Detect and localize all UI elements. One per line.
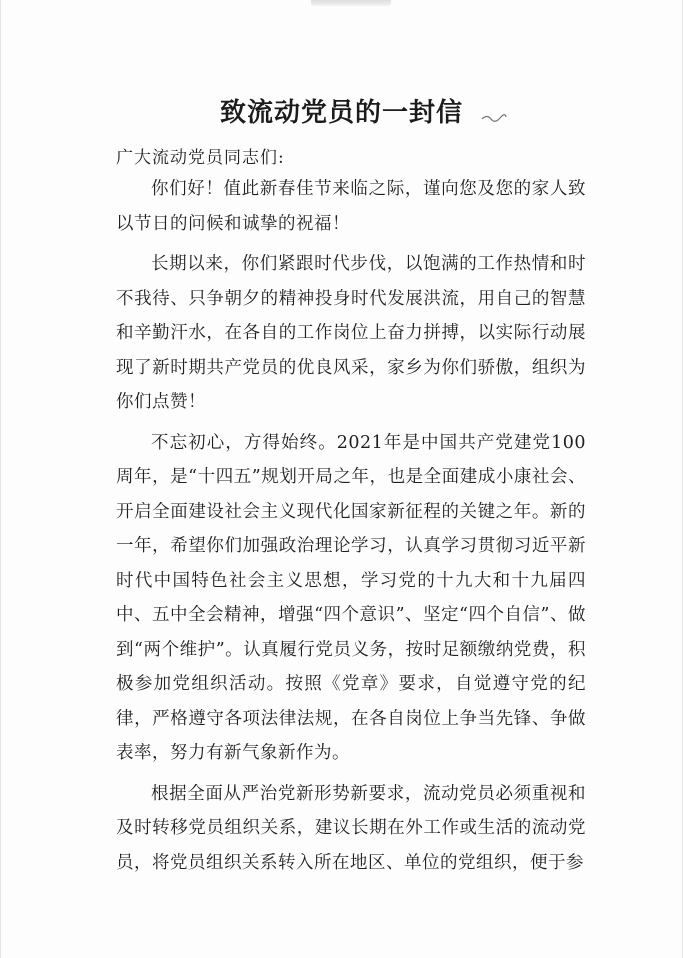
pen-mark-icon bbox=[481, 113, 507, 123]
paragraph-praise: 长期以来，你们紧跟时代步伐，以饱满的工作热情和时不我待、只争朝夕的精神投身时代发展洪流，用自己的智慧和辛勤汗水，在各自的工作岗位上奋力拼搏，以实际行动展现了新时期共产党员的优良风采，家乡为你们骄傲，组织为你们点赞！ bbox=[116, 254, 586, 412]
paragraph-greeting: 你们好！值此新春佳节来临之际，谨向您及您的家人致以节日的问候和诚挚的祝福！ bbox=[116, 179, 586, 234]
scan-top-mark bbox=[311, 0, 391, 6]
paragraph-relations-transfer: 根据全面从严治党新形势新要求，流动党员必须重视和及时转移党员组织关系，建议长期在外工作或生活的流动党员，将党员组织关系转入所在地区、单位的党组织，便于参 bbox=[116, 783, 586, 873]
salutation: 广大流动党员同志们: bbox=[116, 148, 285, 168]
letter-title: 致流动党员的一封信 bbox=[219, 98, 463, 128]
paragraph-expectations: 不忘初心，方得始终。2021年是中国共产党建党100周年，是“十四五”规划开局之年，也是全面建成小康社会、开启全面建设社会主义现代化国家新征程的关键之年。新的一年，希望你们加强政治理论学习，认真学习贯彻习近平新时代中国特色社会主义思想，学习党的十九大和十九届四中、五中全会精神，增强“四个意识”、坚定“四个自信”、做到“两个维护”。认真履行党员义务，按时足额缴纳党费，积极参加党组织活动。按照《党章》要求，自觉遵守党的纪律，严格遵守各项法律法规，在各自岗位上争当先锋、争做表率，努力有新气象新作为。 bbox=[116, 432, 586, 763]
letter-body bbox=[116, 172, 586, 886]
